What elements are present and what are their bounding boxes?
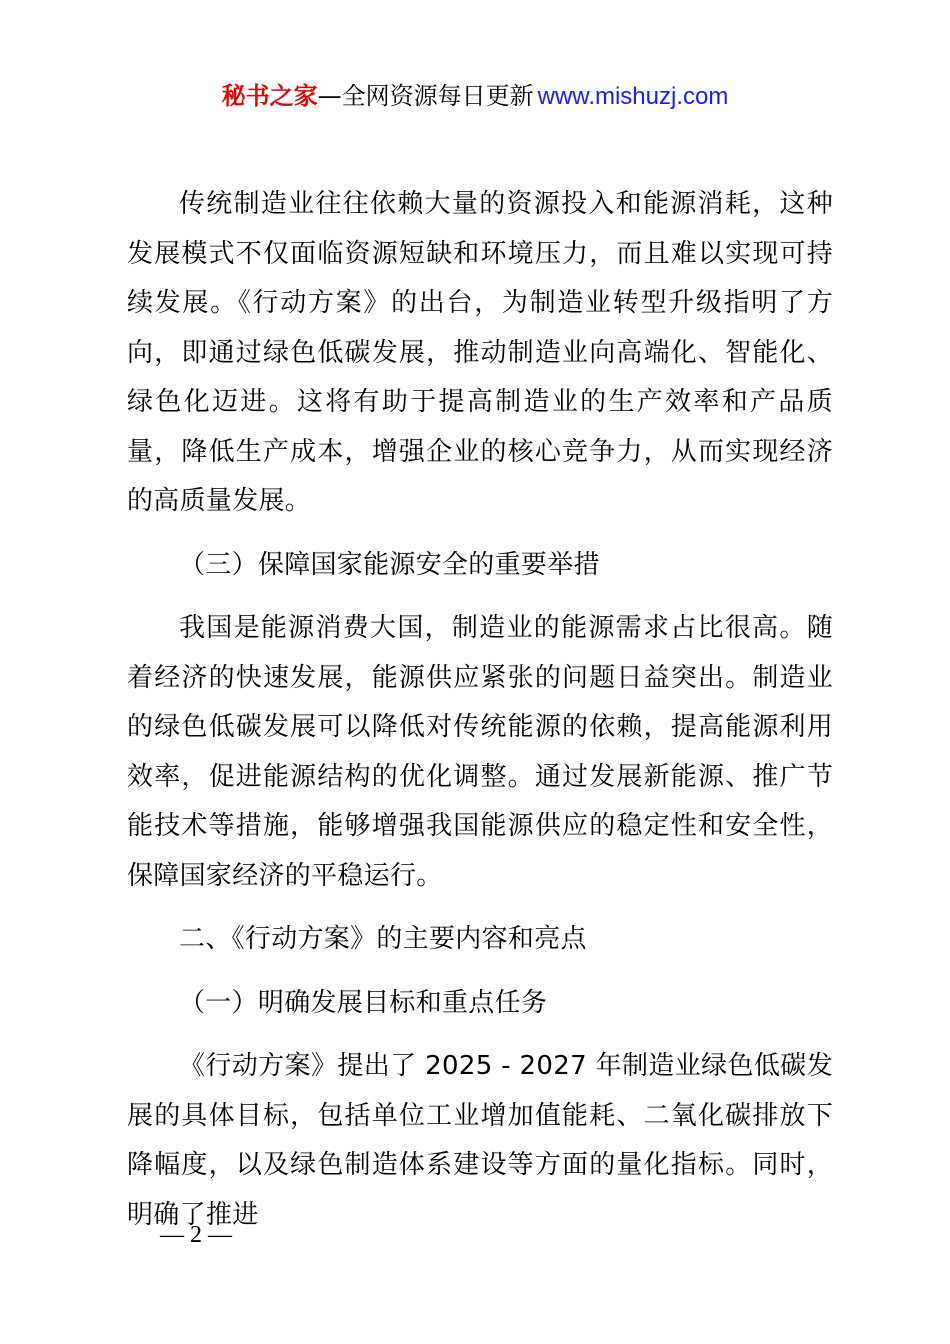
section-heading-3: （三）保障国家能源安全的重要举措 <box>179 549 600 580</box>
paragraph-2: 我国是能源消费大国，制造业的能源需求占比很高。随着经济的快速发展，能源供应紧张的问题日益突出。制造业的绿色低碳发展可以降低对传统能源的依赖，提高能源利用效率，促进能源结构的优化调整。通过发展新能源、推广节能技术等措施，能够增强我国能源供应的稳定性和安全性，保障国家经济的平稳运行。 <box>127 613 833 891</box>
section-heading-1: （一）明确发展目标和重点任务 <box>179 987 548 1018</box>
page-number: — 2 — <box>160 1222 232 1248</box>
paragraph-3: 《行动方案》提出了 2025 - 2027 年制造业绿色低碳发展的具体目标，包括单位工业增加值能耗、二氧化碳排放下降幅度，以及绿色制造体系建设等方面的量化指标。同时，明确了推进 <box>127 1051 833 1230</box>
banner-tagline: —全网资源每日更新 <box>317 82 534 110</box>
document-body <box>127 180 833 1240</box>
brand-name: 秘书之家 <box>221 82 318 110</box>
chapter-heading-2: 二、《行动方案》的主要内容和亮点 <box>179 924 587 954</box>
paragraph-1: 传统制造业往往依赖大量的资源投入和能源消耗，这种发展模式不仅面临资源短缺和环境压力，而且难以实现可持续发展。《行动方案》的出台，为制造业转型升级指明了方向，即通过绿色低碳发展，推动制造业向高端化、智能化、绿色化迈进。这将有助于提高制造业的生产效率和产品质量，降低生产成本，增强企业的核心竞争力，从而实现经济的高质量发展。 <box>127 189 833 516</box>
site-url-link[interactable]: www.mishuzj.com <box>537 83 729 110</box>
site-banner <box>0 80 950 113</box>
